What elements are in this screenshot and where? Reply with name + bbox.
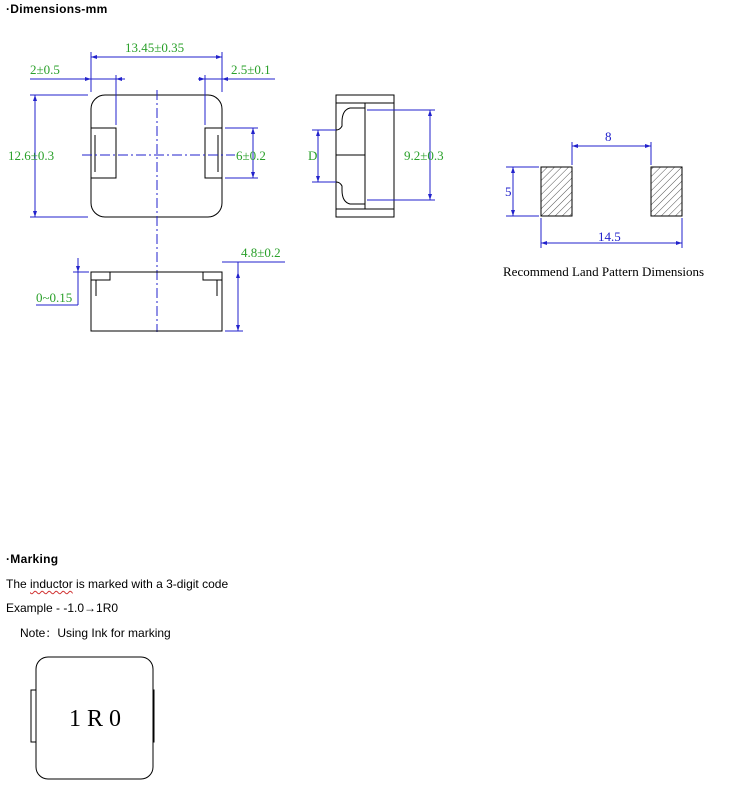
marking-code: 1 R 0	[68, 706, 122, 732]
dim-side-height: 9.2±0.3	[404, 148, 444, 163]
dim-standoff: 0~0.15	[36, 290, 73, 305]
misspell-highlight: inductor	[30, 577, 73, 591]
dim-side-d: D	[308, 148, 318, 163]
marking-note: Note：Using Ink for marking	[20, 626, 171, 640]
marking-section-title: ·Marking	[6, 552, 59, 566]
dimensions-section-title: ·Dimensions-mm	[6, 2, 108, 16]
dim-height: 12.6±0.3	[8, 148, 55, 163]
land-pattern	[541, 167, 682, 216]
side-view	[336, 95, 394, 217]
marking-example: Example - -1.0→1R0	[6, 601, 119, 615]
marking-description: The inductor is marked with a 3-digit code	[6, 577, 229, 591]
land-pad-right	[651, 167, 682, 216]
right-terminal	[205, 128, 222, 178]
dim-width: 13.45±0.35	[125, 40, 185, 55]
land-pad-left	[541, 167, 572, 216]
land-gap-label: 8	[605, 129, 612, 144]
land-pattern-caption: Recommend Land Pattern Dimensions	[503, 264, 705, 279]
land-pad-height-label: 5	[505, 184, 512, 199]
land-total-label: 14.5	[598, 229, 621, 244]
dim-thickness: 4.8±0.2	[241, 245, 281, 260]
dim-left-terminal: 2±0.5	[30, 62, 60, 77]
dim-inner: 6±0.2	[236, 148, 266, 163]
dim-right-terminal: 2.5±0.1	[231, 62, 271, 77]
